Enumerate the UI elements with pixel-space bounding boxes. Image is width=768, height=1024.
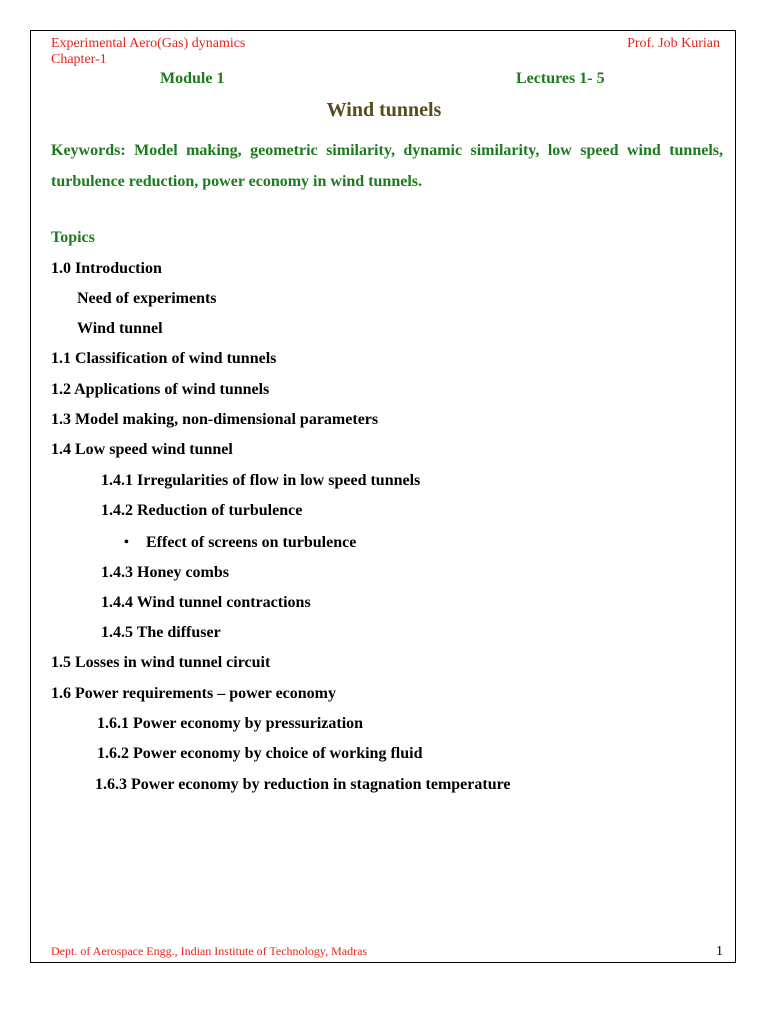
toc-item-1-4-1: 1.4.1 Irregularities of flow in low speed tunnels	[101, 472, 421, 489]
toc-item-1-4-5: 1.4.5 The diffuser	[101, 624, 221, 641]
bullet-icon: •	[124, 535, 129, 550]
toc-item-1-6-1: 1.6.1 Power economy by pressurization	[97, 715, 364, 732]
page-title: Wind tunnels	[326, 99, 442, 121]
toc-item-1-5: 1.5 Losses in wind tunnel circuit	[51, 654, 271, 671]
toc-item-1-3: 1.3 Model making, non-dimensional parameters	[51, 411, 379, 428]
page-number: 1	[716, 944, 723, 959]
topics-heading: Topics	[51, 229, 95, 246]
lectures-label: Lectures 1- 5	[516, 70, 605, 87]
keywords-paragraph: Keywords: Model making, geometric similarity, dynamic similarity, low speed wind tunnels, turbulence reduction, power economy in wind tunnels.	[51, 142, 723, 190]
toc-item-effect-of-screens: Effect of screens on turbulence	[146, 534, 357, 551]
toc-item-1-2: 1.2 Applications of wind tunnels	[51, 381, 270, 398]
toc-item-1-4-2: 1.4.2 Reduction of turbulence	[101, 502, 303, 519]
professor-name: Prof. Job Kurian	[627, 36, 720, 51]
toc-item-wind-tunnel: Wind tunnel	[77, 320, 163, 337]
footer-department: Dept. of Aerospace Engg., Indian Institute of Technology, Madras	[51, 944, 368, 958]
toc-item-need-of-experiments: Need of experiments	[77, 290, 217, 307]
module-label: Module 1	[160, 70, 225, 87]
toc-item-1-6: 1.6 Power requirements – power economy	[51, 685, 336, 702]
toc-item-1-6-2: 1.6.2 Power economy by choice of working fluid	[97, 745, 423, 762]
toc-item-1-0: 1.0 Introduction	[51, 260, 162, 277]
toc-item-1-4-4: 1.4.4 Wind tunnel contractions	[101, 594, 311, 611]
chapter-label: Chapter-1	[51, 52, 107, 67]
toc-item-1-4-3: 1.4.3 Honey combs	[101, 564, 229, 581]
toc-item-1-1: 1.1 Classification of wind tunnels	[51, 350, 277, 367]
course-title: Experimental Aero(Gas) dynamics	[51, 36, 246, 51]
toc-item-1-6-3: 1.6.3 Power economy by reduction in stagnation temperature	[95, 776, 511, 793]
toc-item-1-4: 1.4 Low speed wind tunnel	[51, 441, 233, 458]
